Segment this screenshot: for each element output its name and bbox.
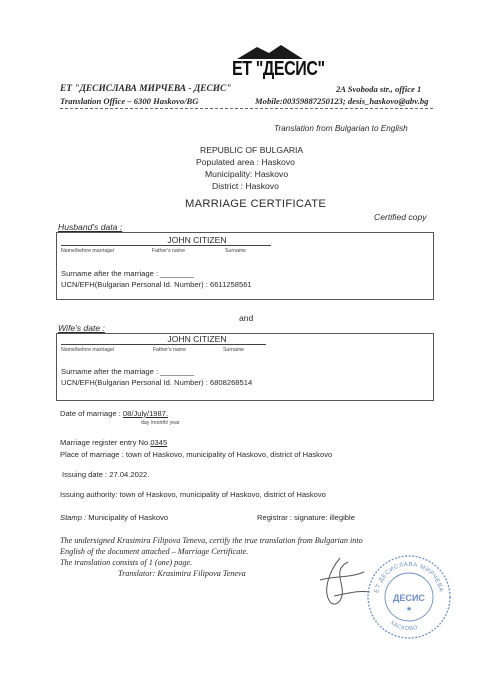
place-of-marriage: Place of marriage : town of Haskovo, municipality of Haskovo, district of Haskovo: [60, 450, 333, 459]
marriage-date-label: Date of marriage :: [60, 409, 121, 418]
registrar-signature: Registrar : signature: illegible: [257, 513, 355, 522]
wife-section-label: Wife's date :: [58, 323, 105, 333]
official-seal-icon: [366, 554, 452, 640]
husband-data-box: [56, 232, 434, 300]
name-underline: [61, 344, 266, 345]
authority-line: Municipality: Haskovo: [205, 169, 289, 179]
and-label: and: [239, 313, 254, 323]
document-title: MARRIAGE CERTIFICATE: [185, 198, 327, 210]
seal-center-text: ДЕСИС: [393, 593, 425, 603]
column-label: Surname: [225, 248, 247, 254]
certification-line: English of the document attached – Marriage Certificate.: [60, 547, 249, 556]
authority-line: District : Haskovo: [212, 181, 279, 191]
issuing-authority: Issuing authority: town of Haskovo, municipality of Haskovo, district of Haskovo: [60, 490, 326, 499]
office-address: Translation Office – 6300 Haskovo/BG: [60, 96, 199, 106]
husband-name: JOHN CITIZEN: [167, 235, 227, 245]
date-format-hint: day /month/ year: [141, 420, 180, 426]
authority-line: REPUBLIC OF BULGARIA: [200, 145, 304, 155]
letterhead-divider: [60, 108, 433, 109]
husband-ucn: UCN/EFH(Bulgarian Personal Id. Number) : 6611258561: [61, 280, 252, 289]
surname-after-marriage: Surname after the marriage : ________: [61, 269, 194, 278]
wife-ucn: UCN/EFH(Bulgarian Personal Id. Number) : 6808268514: [61, 378, 253, 387]
stamp-label: Stamp :: [60, 513, 87, 522]
column-label: Surname: [223, 347, 245, 353]
column-label: Father's name: [153, 347, 186, 353]
translation-note: Translation from Bulgarian to English: [274, 124, 408, 133]
issuing-date: Issuing date : 27.04.2022.: [62, 470, 150, 479]
authority-line: Populated area : Haskovo: [196, 157, 295, 167]
contact-info: Mobile:00359887250123; desis_haskovo@abv.bg: [255, 96, 429, 106]
column-label: Name/before marriage/: [61, 248, 115, 254]
register-entry: [60, 438, 167, 447]
logo-text: ЕТ "ДЕСИС": [232, 58, 325, 80]
name-underline: [61, 245, 271, 246]
certified-copy-label: Certified copy: [374, 212, 427, 222]
surname-after-marriage: Surname after the marriage : ________: [61, 367, 194, 376]
seal-star-icon: ★: [405, 606, 413, 613]
column-label: Name/before marriage/: [61, 347, 115, 353]
stamp-line: [60, 513, 168, 522]
register-entry-label: Marriage register entry No.: [60, 438, 151, 447]
marriage-date-value: 08/July/1987.: [122, 409, 169, 418]
company-name: ЕТ "ДЕСИСЛАВА МИРЧЕВА - ДЕСИС": [60, 84, 232, 94]
stamp-value: Municipality of Haskovo: [88, 513, 169, 522]
certification-line: The translation consists of 1 (one) page.: [60, 558, 193, 567]
translator-name: Translator: Krasimira Filipova Teneva: [118, 569, 246, 578]
svg-text:ЕТ ДЕСИСЛАВА МИРЧЕВА: [374, 562, 443, 594]
certification-line: The undersigned Krasimira Filipova Teneva, certify the true translation from Bulgarian into: [60, 536, 363, 545]
seal-ring-text: ЕТ ДЕСИСЛАВА МИРЧЕВА: [374, 561, 444, 594]
marriage-date: [60, 409, 168, 418]
column-label: Father's name: [152, 248, 185, 254]
street-address: 2A Svoboda str., office 1: [336, 84, 422, 94]
register-entry-value: 0345: [150, 438, 168, 447]
svg-text:ХАСКОВО: [389, 620, 419, 632]
husband-section-label: Husband's data :: [58, 222, 123, 232]
seal-bottom-text: ХАСКОВО: [388, 619, 419, 633]
wife-name: JOHN CITIZEN: [167, 334, 227, 344]
wife-data-box: [56, 333, 434, 401]
